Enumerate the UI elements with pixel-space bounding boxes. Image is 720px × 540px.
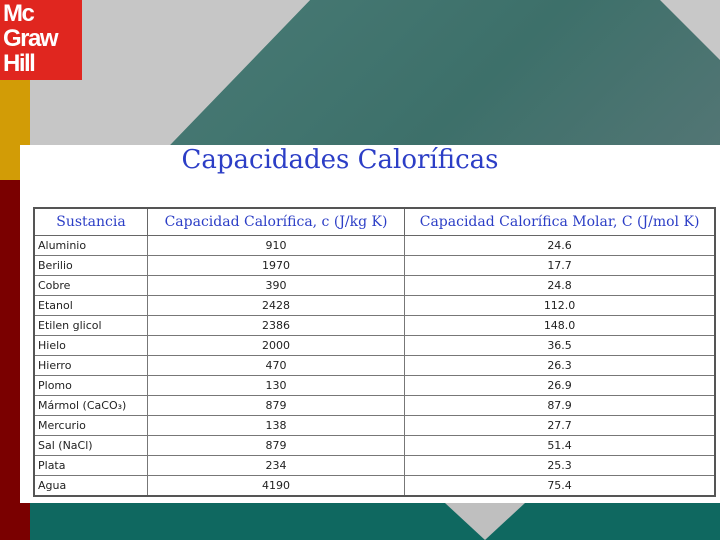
header-substance: Sustancia	[34, 208, 147, 236]
table-row	[34, 436, 715, 456]
cell-specific-heat: 234	[147, 456, 404, 476]
logo-line-3: Hill	[3, 50, 35, 77]
table-row	[34, 296, 715, 316]
cell-molar-heat: 17.7	[405, 256, 715, 276]
cell-molar-heat: 26.9	[405, 376, 715, 396]
cell-substance: Berilio	[34, 256, 147, 276]
cell-specific-heat: 2386	[147, 316, 404, 336]
header-specific-heat: Capacidad Calorífica, c (J/kg K)	[147, 208, 404, 236]
cell-specific-heat: 130	[147, 376, 404, 396]
cell-molar-heat: 87.9	[405, 396, 715, 416]
cell-substance: Aluminio	[34, 236, 147, 256]
table-row	[34, 416, 715, 436]
heat-capacity-table	[33, 207, 716, 497]
header-molar-heat: Capacidad Calorífica Molar, C (J/mol K)	[405, 208, 715, 236]
cell-molar-heat: 24.6	[405, 236, 715, 256]
cell-substance: Mercurio	[34, 416, 147, 436]
cell-specific-heat: 879	[147, 396, 404, 416]
cell-molar-heat: 36.5	[405, 336, 715, 356]
cell-substance: Plomo	[34, 376, 147, 396]
cell-specific-heat: 879	[147, 436, 404, 456]
cell-substance: Sal (NaCl)	[34, 436, 147, 456]
cell-specific-heat: 390	[147, 276, 404, 296]
cell-molar-heat: 24.8	[405, 276, 715, 296]
cell-molar-heat: 112.0	[405, 296, 715, 316]
cell-specific-heat: 138	[147, 416, 404, 436]
cell-substance: Etilen glicol	[34, 316, 147, 336]
cell-substance: Hierro	[34, 356, 147, 376]
cell-substance: Etanol	[34, 296, 147, 316]
table-row	[34, 396, 715, 416]
logo-line-1: Mc	[3, 0, 34, 27]
table-row	[34, 276, 715, 296]
cell-molar-heat: 26.3	[405, 356, 715, 376]
background-bottom-band	[30, 503, 720, 540]
cell-substance: Hielo	[34, 336, 147, 356]
table-row	[34, 476, 715, 497]
cell-molar-heat: 148.0	[405, 316, 715, 336]
mcgraw-hill-logo	[0, 0, 82, 80]
cell-molar-heat: 51.4	[405, 436, 715, 456]
table-header-row	[34, 208, 715, 236]
cell-substance: Cobre	[34, 276, 147, 296]
table-row	[34, 256, 715, 276]
cell-specific-heat: 910	[147, 236, 404, 256]
cell-specific-heat: 470	[147, 356, 404, 376]
cell-specific-heat: 2000	[147, 336, 404, 356]
cell-specific-heat: 2428	[147, 296, 404, 316]
cell-molar-heat: 75.4	[405, 476, 715, 497]
table-row	[34, 456, 715, 476]
table-row	[34, 236, 715, 256]
slide-content-panel	[20, 145, 720, 503]
cell-molar-heat: 27.7	[405, 416, 715, 436]
slide-title: Capacidades Caloríficas	[181, 145, 499, 175]
cell-specific-heat: 4190	[147, 476, 404, 497]
table-row	[34, 336, 715, 356]
table-row	[34, 356, 715, 376]
cell-substance: Plata	[34, 456, 147, 476]
cell-molar-heat: 25.3	[405, 456, 715, 476]
logo-line-2: Graw	[3, 25, 58, 52]
cell-substance: Agua	[34, 476, 147, 497]
table-row	[34, 376, 715, 396]
table-row	[34, 316, 715, 336]
cell-substance: Mármol (CaCO₃)	[34, 396, 147, 416]
cell-specific-heat: 1970	[147, 256, 404, 276]
